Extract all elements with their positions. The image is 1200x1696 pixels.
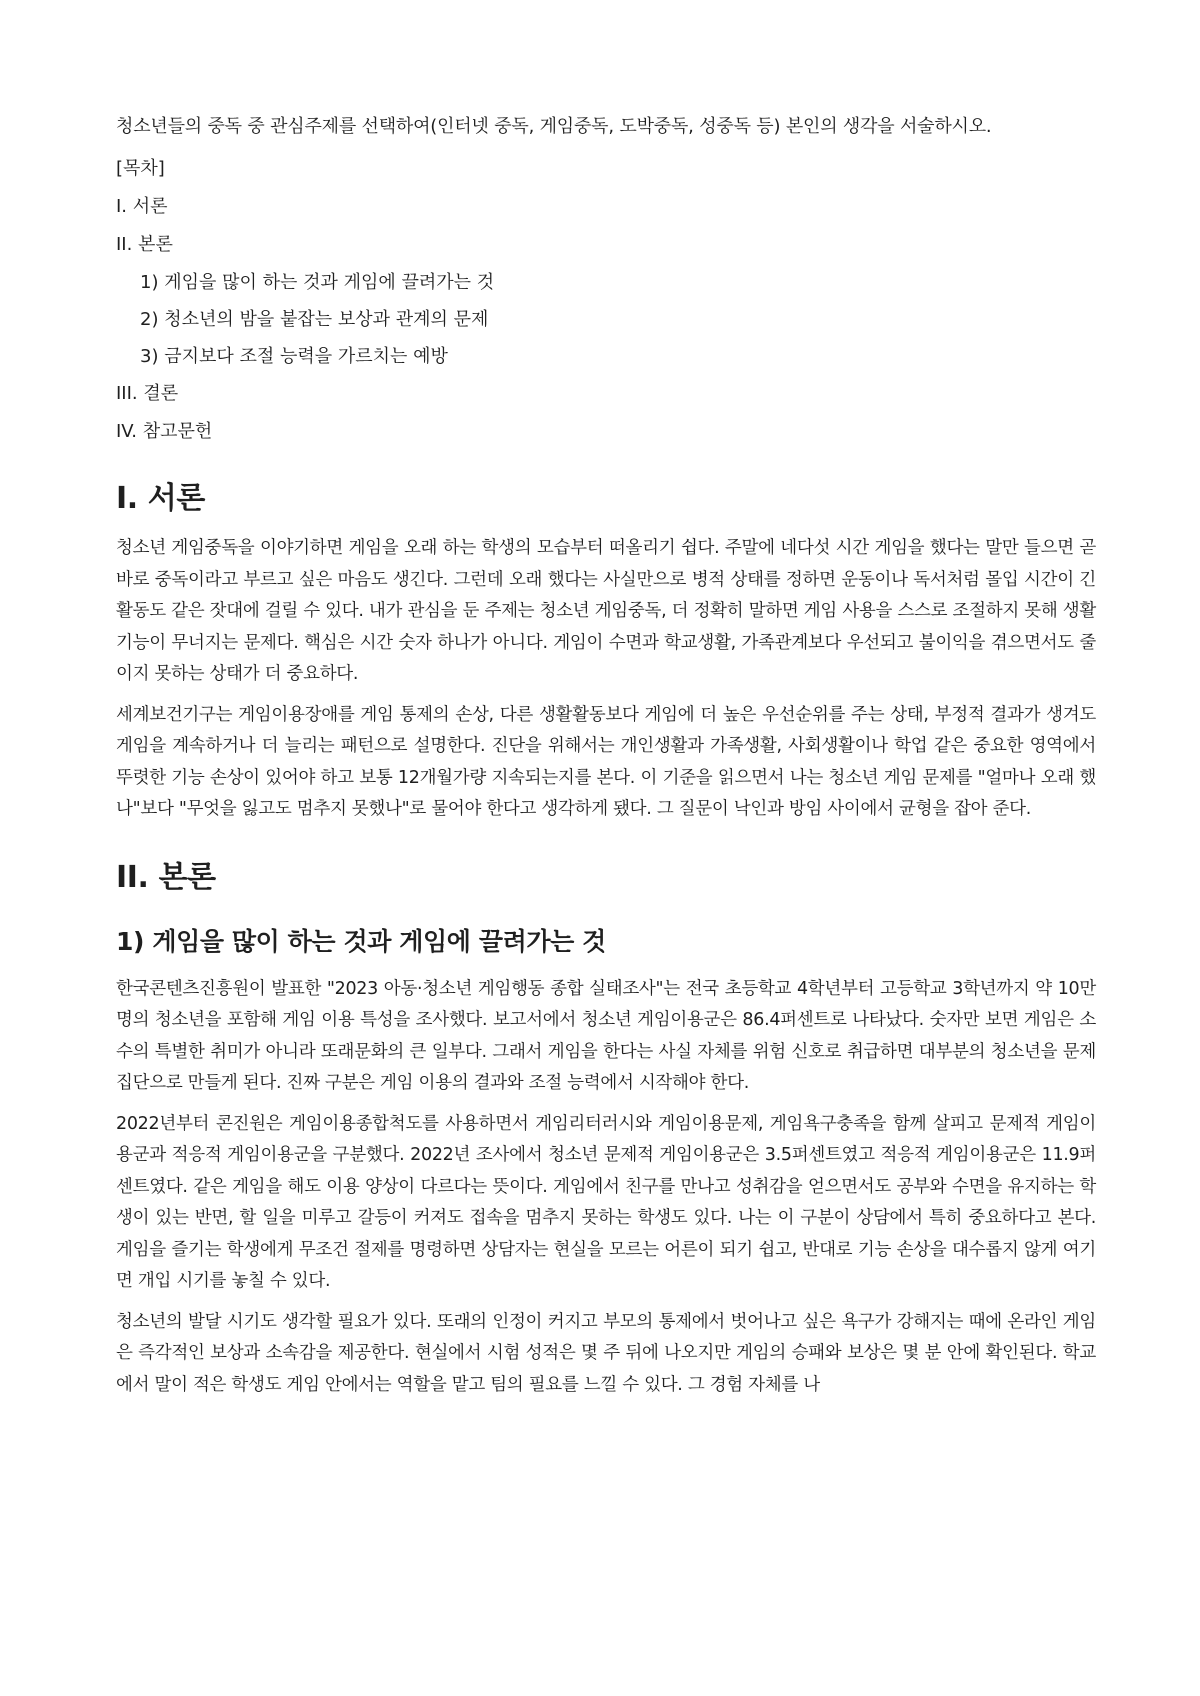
intro-paragraph: 청소년 게임중독을 이야기하면 게임을 오래 하는 학생의 모습부터 떠올리기 쉽다. 주말에 네다섯 시간 게임을 했다는 말만 들으면 곧바로 중독이라고 부르고 싶은 마음도 생긴다. 그런데 오래 했다는 사실만으로 병적 상태를 정하면 운동이나 독서처럼 몰입 시간이 긴 활동도 같은 잣대에 걸릴 수 있다. 내가 관심을 둔 주제는 청소년 게임중독, 더 정확히 말하면 게임 사용을 스스로 조절하지 못해 생활 기능이 무너지는 문제다. 핵심은 시간 숫자 하나가 아니다. 게임이 수면과 학교생활, 가족관계보다 우선되고 불이익을 겪으면서도 줄이지 못하는 상태가 더 중요하다. (116, 538, 1096, 684)
toc-item-references: IV. 참고문헌 (116, 421, 213, 442)
assignment-prompt: 청소년들의 중독 중 관심주제를 선택하여(인터넷 중독, 게임중독, 도박중독, 성중독 등) 본인의 생각을 서술하시오. (116, 116, 992, 137)
toc-item-body-sub3: 3) 금지보다 조절 능력을 가르치는 예방 (140, 346, 448, 367)
toc-label: [목차] (116, 158, 165, 179)
body-paragraph: 청소년의 발달 시기도 생각할 필요가 있다. 또래의 인정이 커지고 부모의 통제에서 벗어나고 싶은 욕구가 강해지는 때에 온라인 게임은 즉각적인 보상과 소속감을 제공한다. 현실에서 시험 성적은 몇 주 뒤에 나오지만 게임의 승패와 보상은 몇 분 안에 확인된다. 학교에서 말이 적은 학생도 게임 안에서는 역할을 맡고 팀의 필요를 느낄 수 있다. 그 경험 자체를 나 (116, 1311, 1096, 1395)
body-paragraph: 한국콘텐츠진흥원이 발표한 "2023 아동·청소년 게임행동 종합 실태조사"는 전국 초등학교 4학년부터 고등학교 3학년까지 약 10만 명의 청소년을 포함해 게임 이용 특성을 조사했다. 보고서에서 청소년 게임이용군은 86.4퍼센트로 나타났다. 숫자만 보면 게임은 소수의 특별한 취미가 아니라 또래문화의 큰 일부다. 그래서 게임을 한다는 사실 자체를 위험 신호로 취급하면 대부분의 청소년을 문제집단으로 만들게 된다. 진짜 구분은 게임 이용의 결과와 조절 능력에서 시작해야 한다. (116, 978, 1096, 1093)
toc-item-body-sub2: 2) 청소년의 밤을 붙잡는 보상과 관계의 문제 (140, 309, 489, 330)
intro-paragraph: 세계보건기구는 게임이용장애를 게임 통제의 손상, 다른 생활활동보다 게임에 더 높은 우선순위를 주는 상태, 부정적 결과가 생겨도 게임을 계속하거나 더 늘리는 패턴으로 설명한다. 진단을 위해서는 개인생활과 가족생활, 사회생활이나 학업 같은 중요한 영역에서 뚜렷한 기능 손상이 있어야 하고 보통 12개월가량 지속되는지를 본다. 이 기준을 읽으면서 나는 청소년 게임 문제를 "얼마나 오래 했나"보다 "무엇을 잃고도 멈추지 못했나"로 물어야 한다고 생각하게 됐다. 그 질문이 낙인과 방임 사이에서 균형을 잡아 준다. (116, 704, 1096, 819)
toc-item-intro: I. 서론 (116, 196, 168, 217)
body-paragraph: 2022년부터 콘진원은 게임이용종합척도를 사용하면서 게임리터러시와 게임이용문제, 게임욕구충족을 함께 살피고 문제적 게임이용군과 적응적 게임이용군을 구분했다. 2022년 조사에서 청소년 문제적 게임이용군은 3.5퍼센트였고 적응적 게임이용군은 11.9퍼센트였다. 같은 게임을 해도 이용 양상이 다르다는 뜻이다. 게임에서 친구를 만나고 성취감을 얻으면서도 공부와 수면을 유지하는 학생이 있는 반면, 할 일을 미루고 갈등이 커져도 접속을 멈추지 못하는 학생도 있다. 나는 이 구분이 상담에서 특히 중요하다고 본다. 게임을 즐기는 학생에게 무조건 절제를 명령하면 상담자는 현실을 모르는 어른이 되기 쉽고, 반대로 기능 손상을 대수롭지 않게 여기면 개입 시기를 놓칠 수 있다. (116, 1113, 1096, 1291)
section-heading-intro: I. 서론 (116, 481, 205, 516)
toc-item-body-sub1: 1) 게임을 많이 하는 것과 게임에 끌려가는 것 (140, 272, 495, 293)
toc-item-body: II. 본론 (116, 234, 173, 255)
table-of-contents (116, 154, 1096, 447)
subsection-heading-1: 1) 게임을 많이 하는 것과 게임에 끌려가는 것 (116, 926, 606, 956)
document-page (116, 112, 1096, 1410)
section-heading-body: II. 본론 (116, 859, 216, 895)
toc-item-conclusion: III. 결론 (116, 383, 179, 404)
